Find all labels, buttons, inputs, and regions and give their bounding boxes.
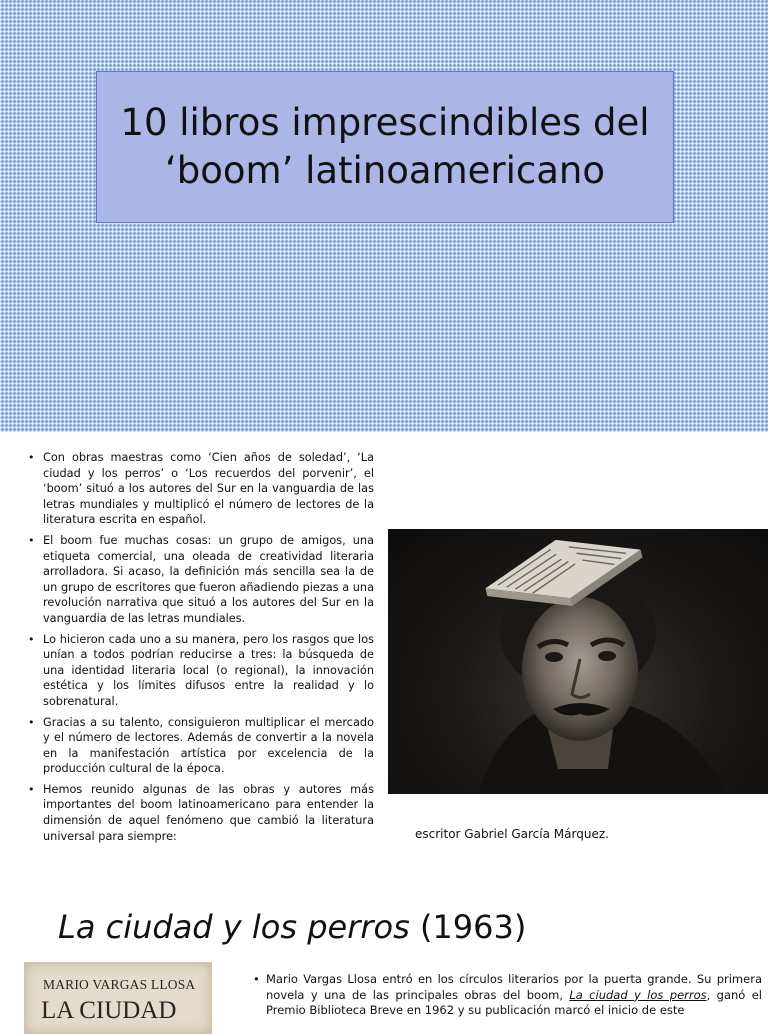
bullet-dot-icon: • — [28, 533, 35, 547]
book-slide — [0, 864, 768, 1024]
slide-title-line-1: 10 libros imprescindibles del — [120, 101, 650, 144]
slide-title — [110, 99, 659, 195]
book-description — [253, 972, 762, 1019]
cover-title: LA CIUDAD — [41, 997, 177, 1024]
slide-title-line-2: ‘boom’ latinoamericano — [165, 149, 605, 192]
intro-bullet-list — [26, 450, 374, 849]
intro-slide — [0, 432, 768, 864]
bullet-item — [26, 632, 374, 710]
bullet-text: Hemos reunido algunas de las obras y autores más importantes del boom latinoamericano para entender la dimensión de aquel fenómeno que cambió la literatura universal para siempre: — [43, 782, 374, 843]
photo-caption: escritor Gabriel García Márquez. — [415, 827, 609, 841]
book-year: (1963) — [409, 908, 527, 946]
bullet-dot-icon: • — [28, 632, 35, 646]
bullet-text: El boom fue muchas cosas: un grupo de amigos, una etiqueta comercial, una oleada de creatividad literaria arrolladora. Si acaso, la definición más sencilla sea la de un grupo de escritores que fueron añadiendo piezas a una revolución narrativa que situó a los autores del Sur en la vanguardia de las letras mundiales. — [43, 533, 374, 625]
bullet-text: Gracias a su talento, consiguieron multiplicar el mercado y el número de lectores. Además de convertir a la novela en la manifestación artística por excelencia de la producción cultural de la época. — [43, 715, 374, 776]
author-photo — [388, 529, 768, 794]
bullet-dot-icon: • — [28, 451, 35, 464]
cover-author: MARIO VARGAS LLOSA — [43, 977, 196, 992]
book-description-part-1: Mario Vargas Llosa entró en los círculos literarios por la puerta grande. Su primera novela y una de las principales obras del boom, — [266, 972, 762, 1002]
bullet-dot-icon: • — [28, 715, 35, 729]
book-title-heading — [58, 908, 526, 946]
book-description-part-2: , ganó el Premio Biblioteca Breve en 1962 y su publicación marcó el inicio de este — [266, 987, 762, 1017]
bullet-text: Con obras maestras como ‘Cien años de soledad’, ‘La ciudad y los perros’ o ‘Los recuerdos del porvenir’, el ‘boom’ situó a los autores del Sur en la vanguardia de las letras mundiales y multiplicó el número de lectores de la literatura escrita en español. — [43, 451, 374, 527]
bullet-dot-icon: • — [28, 782, 35, 796]
bullet-dot-icon: • — [253, 972, 260, 986]
title-slide — [0, 0, 768, 432]
bullet-item — [26, 450, 374, 528]
bullet-item — [26, 782, 374, 844]
author-portrait-image — [388, 529, 768, 794]
book-description-title: La ciudad y los perros — [569, 987, 707, 1002]
book-cover-image — [24, 962, 212, 1034]
bullet-item — [26, 715, 374, 777]
bullet-text: Lo hicieron cada uno a su manera, pero los rasgos que los unían a todos podrían reducirse a tres: la búsqueda de una identidad literaria local (o regional), la innovación estética y los límites difusos entre la realidad y lo sobrenatural. — [43, 632, 374, 708]
book-title: La ciudad y los perros — [58, 908, 410, 946]
bullet-item — [26, 533, 374, 627]
title-box — [96, 71, 674, 223]
